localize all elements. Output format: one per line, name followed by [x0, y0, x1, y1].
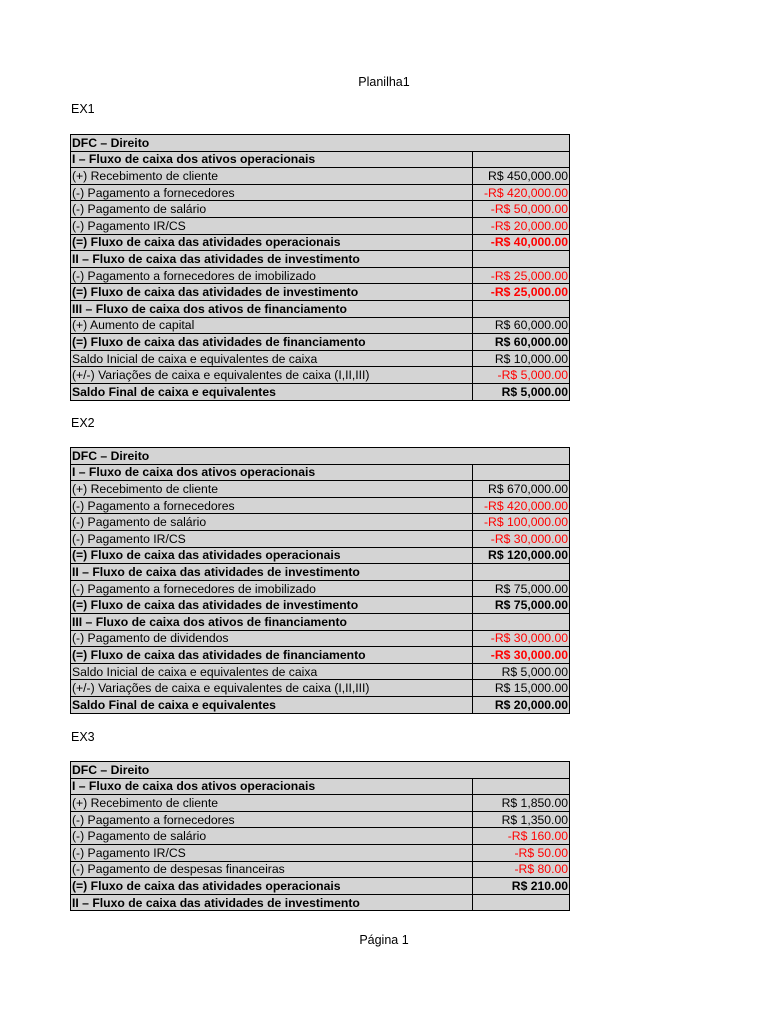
table-row	[71, 201, 570, 218]
row-value-cell: -R$ 5,000.00	[473, 367, 570, 384]
table-row	[71, 613, 570, 630]
row-value-cell: R$ 450,000.00	[473, 168, 570, 185]
row-value-cell: -R$ 160.00	[473, 828, 570, 845]
row-label-cell: (-) Pagamento a fornecedores	[71, 811, 473, 828]
row-value-cell: R$ 210.00	[473, 878, 570, 895]
table-row	[71, 334, 570, 351]
table-row	[71, 481, 570, 498]
row-label-cell: III – Fluxo de caixa dos ativos de financiamento	[71, 300, 473, 317]
row-label-cell: DFC – Direito	[71, 448, 570, 465]
row-label-cell: (-) Pagamento a fornecedores	[71, 184, 473, 201]
page-footer: Página 1	[359, 933, 409, 947]
row-label-cell: I – Fluxo de caixa dos ativos operacionais	[71, 464, 473, 481]
table-row	[71, 350, 570, 367]
table-row	[71, 861, 570, 878]
row-value-cell: R$ 5,000.00	[473, 383, 570, 400]
table-row	[71, 234, 570, 251]
table-row	[71, 530, 570, 547]
row-label-cell: (+/-) Variações de caixa e equivalentes de caixa (I,II,III)	[71, 367, 473, 384]
row-value-cell: -R$ 30,000.00	[473, 530, 570, 547]
table-row	[71, 217, 570, 234]
table-row	[71, 184, 570, 201]
row-label-cell: (-) Pagamento IR/CS	[71, 530, 473, 547]
row-label-cell: Saldo Final de caixa e equivalentes	[71, 696, 473, 713]
row-value-cell: -R$ 420,000.00	[473, 184, 570, 201]
table-row	[71, 151, 570, 168]
table-row	[71, 267, 570, 284]
row-label-cell: (=) Fluxo de caixa das atividades operacionais	[71, 234, 473, 251]
row-value-cell: -R$ 50.00	[473, 844, 570, 861]
table-row	[71, 762, 570, 779]
table-row	[71, 894, 570, 911]
row-label-cell: (-) Pagamento de salário	[71, 514, 473, 531]
row-label-cell: Saldo Inicial de caixa e equivalentes de caixa	[71, 350, 473, 367]
row-label-cell: (=) Fluxo de caixa das atividades operacionais	[71, 547, 473, 564]
table-row	[71, 795, 570, 812]
table-row	[71, 696, 570, 713]
row-label-cell: (+/-) Variações de caixa e equivalentes de caixa (I,II,III)	[71, 680, 473, 697]
table-row	[71, 844, 570, 861]
row-label-cell: (=) Fluxo de caixa das atividades operacionais	[71, 878, 473, 895]
table-row	[71, 284, 570, 301]
row-value-cell: R$ 15,000.00	[473, 680, 570, 697]
row-label-cell: (-) Pagamento de dividendos	[71, 630, 473, 647]
table-row	[71, 630, 570, 647]
row-value-cell: -R$ 420,000.00	[473, 497, 570, 514]
row-label-cell: I – Fluxo de caixa dos ativos operacionais	[71, 151, 473, 168]
row-label-cell: II – Fluxo de caixa das atividades de investimento	[71, 251, 473, 268]
table-row	[71, 663, 570, 680]
table-row	[71, 464, 570, 481]
row-value-cell: R$ 1,850.00	[473, 795, 570, 812]
table-row	[71, 367, 570, 384]
row-value-cell: -R$ 20,000.00	[473, 217, 570, 234]
row-label-cell: DFC – Direito	[71, 135, 570, 152]
row-value-cell: R$ 60,000.00	[473, 334, 570, 351]
row-label-cell: (=) Fluxo de caixa das atividades de financiamento	[71, 647, 473, 664]
page-title: Planilha1	[358, 75, 410, 89]
row-value-cell	[473, 778, 570, 795]
table-row	[71, 300, 570, 317]
row-value-cell	[473, 613, 570, 630]
table-row	[71, 778, 570, 795]
row-value-cell: -R$ 30,000.00	[473, 647, 570, 664]
row-value-cell: R$ 60,000.00	[473, 317, 570, 334]
table-row	[71, 383, 570, 400]
table-row	[71, 680, 570, 697]
row-label-cell: II – Fluxo de caixa das atividades de investimento	[71, 894, 473, 911]
section-label-ex1: EX1	[71, 102, 95, 116]
row-label-cell: (-) Pagamento IR/CS	[71, 844, 473, 861]
table-row	[71, 597, 570, 614]
row-value-cell: R$ 120,000.00	[473, 547, 570, 564]
dfc-table-ex1	[70, 134, 570, 401]
table-row	[71, 828, 570, 845]
row-label-cell: (+) Recebimento de cliente	[71, 481, 473, 498]
table-row	[71, 514, 570, 531]
row-value-cell: -R$ 25,000.00	[473, 267, 570, 284]
row-label-cell: (-) Pagamento a fornecedores de imobilizado	[71, 267, 473, 284]
section-label-ex2: EX2	[71, 416, 95, 430]
row-label-cell: Saldo Final de caixa e equivalentes	[71, 383, 473, 400]
row-value-cell: R$ 670,000.00	[473, 481, 570, 498]
row-value-cell: R$ 75,000.00	[473, 580, 570, 597]
section-label-ex3: EX3	[71, 730, 95, 744]
table-row	[71, 135, 570, 152]
row-label-cell: I – Fluxo de caixa dos ativos operacionais	[71, 778, 473, 795]
table-row	[71, 647, 570, 664]
row-label-cell: (-) Pagamento IR/CS	[71, 217, 473, 234]
row-label-cell: (=) Fluxo de caixa das atividades de investimento	[71, 284, 473, 301]
row-value-cell	[473, 564, 570, 581]
row-label-cell: (-) Pagamento de salário	[71, 201, 473, 218]
table-row	[71, 497, 570, 514]
table-row	[71, 448, 570, 465]
table-row	[71, 317, 570, 334]
row-label-cell: (-) Pagamento a fornecedores de imobilizado	[71, 580, 473, 597]
row-value-cell: R$ 20,000.00	[473, 696, 570, 713]
row-label-cell: DFC – Direito	[71, 762, 570, 779]
row-label-cell: Saldo Inicial de caixa e equivalentes de caixa	[71, 663, 473, 680]
row-value-cell: -R$ 50,000.00	[473, 201, 570, 218]
row-label-cell: II – Fluxo de caixa das atividades de investimento	[71, 564, 473, 581]
row-label-cell: (+) Aumento de capital	[71, 317, 473, 334]
table-row	[71, 547, 570, 564]
row-value-cell	[473, 151, 570, 168]
row-value-cell: -R$ 25,000.00	[473, 284, 570, 301]
table-row	[71, 878, 570, 895]
row-label-cell: (+) Recebimento de cliente	[71, 168, 473, 185]
dfc-table-ex3	[70, 761, 570, 911]
row-label-cell: (-) Pagamento a fornecedores	[71, 497, 473, 514]
row-label-cell: (+) Recebimento de cliente	[71, 795, 473, 812]
row-value-cell: -R$ 80.00	[473, 861, 570, 878]
table-row	[71, 811, 570, 828]
row-value-cell: R$ 75,000.00	[473, 597, 570, 614]
row-value-cell: R$ 5,000.00	[473, 663, 570, 680]
row-label-cell: (=) Fluxo de caixa das atividades de financiamento	[71, 334, 473, 351]
table-row	[71, 580, 570, 597]
row-label-cell: (-) Pagamento de despesas financeiras	[71, 861, 473, 878]
row-value-cell	[473, 464, 570, 481]
table-row	[71, 251, 570, 268]
dfc-table-ex2	[70, 447, 570, 714]
row-value-cell	[473, 251, 570, 268]
row-value-cell: -R$ 100,000.00	[473, 514, 570, 531]
row-value-cell: -R$ 30,000.00	[473, 630, 570, 647]
row-label-cell: (-) Pagamento de salário	[71, 828, 473, 845]
row-label-cell: (=) Fluxo de caixa das atividades de investimento	[71, 597, 473, 614]
row-label-cell: III – Fluxo de caixa dos ativos de financiamento	[71, 613, 473, 630]
row-value-cell: -R$ 40,000.00	[473, 234, 570, 251]
row-value-cell: R$ 10,000.00	[473, 350, 570, 367]
table-row	[71, 564, 570, 581]
row-value-cell	[473, 300, 570, 317]
table-row	[71, 168, 570, 185]
row-value-cell	[473, 894, 570, 911]
row-value-cell: R$ 1,350.00	[473, 811, 570, 828]
